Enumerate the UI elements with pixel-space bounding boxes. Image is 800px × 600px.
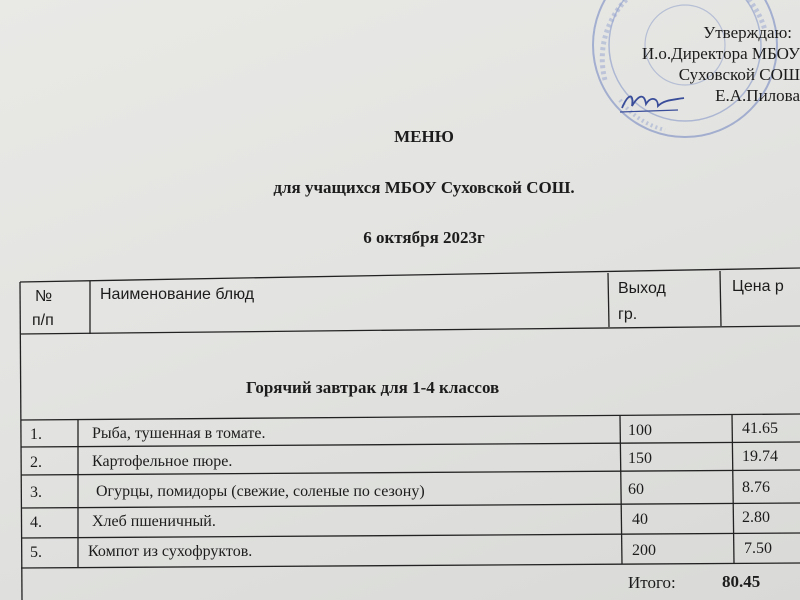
row-5-price: 7.50 <box>744 540 772 557</box>
header-col-num-sub: п/п <box>32 312 54 329</box>
row-1-name: Рыба, тушенная в томате. <box>92 425 266 442</box>
row-4-name: Хлеб пшеничный. <box>92 513 216 530</box>
total-label: Итого: <box>628 573 676 592</box>
row-2-name: Картофельное пюре. <box>92 453 233 470</box>
row-3-yield: 60 <box>628 481 644 498</box>
approval-school: Суховской СОШ <box>678 65 800 84</box>
menu-date: 6 октября 2023г <box>363 228 485 247</box>
header-col-num <box>35 288 52 306</box>
row-5-name: Компот из сухофруктов. <box>88 543 253 560</box>
approval-position: И.о.Директора МБОУ <box>641 44 800 63</box>
approval-line: Утверждаю: <box>703 23 792 42</box>
header-col-yield-unit: гр. <box>618 306 638 323</box>
row-5-yield: 200 <box>632 542 656 559</box>
row-5-num: 5. <box>30 544 42 561</box>
row-4-num: 4. <box>30 514 42 531</box>
row-1-price: 41.65 <box>742 420 778 437</box>
row-3-price: 8.76 <box>742 479 770 496</box>
section-title: Горячий завтрак для 1-4 классов <box>246 378 500 397</box>
approval-signer: Е.А.Пилова <box>715 86 800 105</box>
row-4-yield: 40 <box>632 511 648 528</box>
row-2-num: 2. <box>30 454 42 471</box>
total-value: 80.45 <box>722 572 761 591</box>
page-title: МЕНЮ <box>394 127 454 146</box>
page-subtitle: для учащихся МБОУ Суховской СОШ. <box>273 178 575 197</box>
row-3-num: 3. <box>30 484 42 501</box>
header-col-name: Наименование блюд <box>100 286 255 303</box>
header-col-yield: Выход <box>618 280 666 297</box>
row-4-price: 2.80 <box>742 509 770 526</box>
row-2-price: 19.74 <box>742 448 778 465</box>
header-col-price: Цена р <box>732 278 784 295</box>
row-2-yield: 150 <box>628 450 652 467</box>
row-1-yield: 100 <box>628 422 652 439</box>
col-num-line1: № <box>35 288 53 305</box>
row-1-num: 1. <box>30 426 42 443</box>
row-3-name: Огурцы, помидоры (свежие, соленые по сезону) <box>96 483 425 500</box>
